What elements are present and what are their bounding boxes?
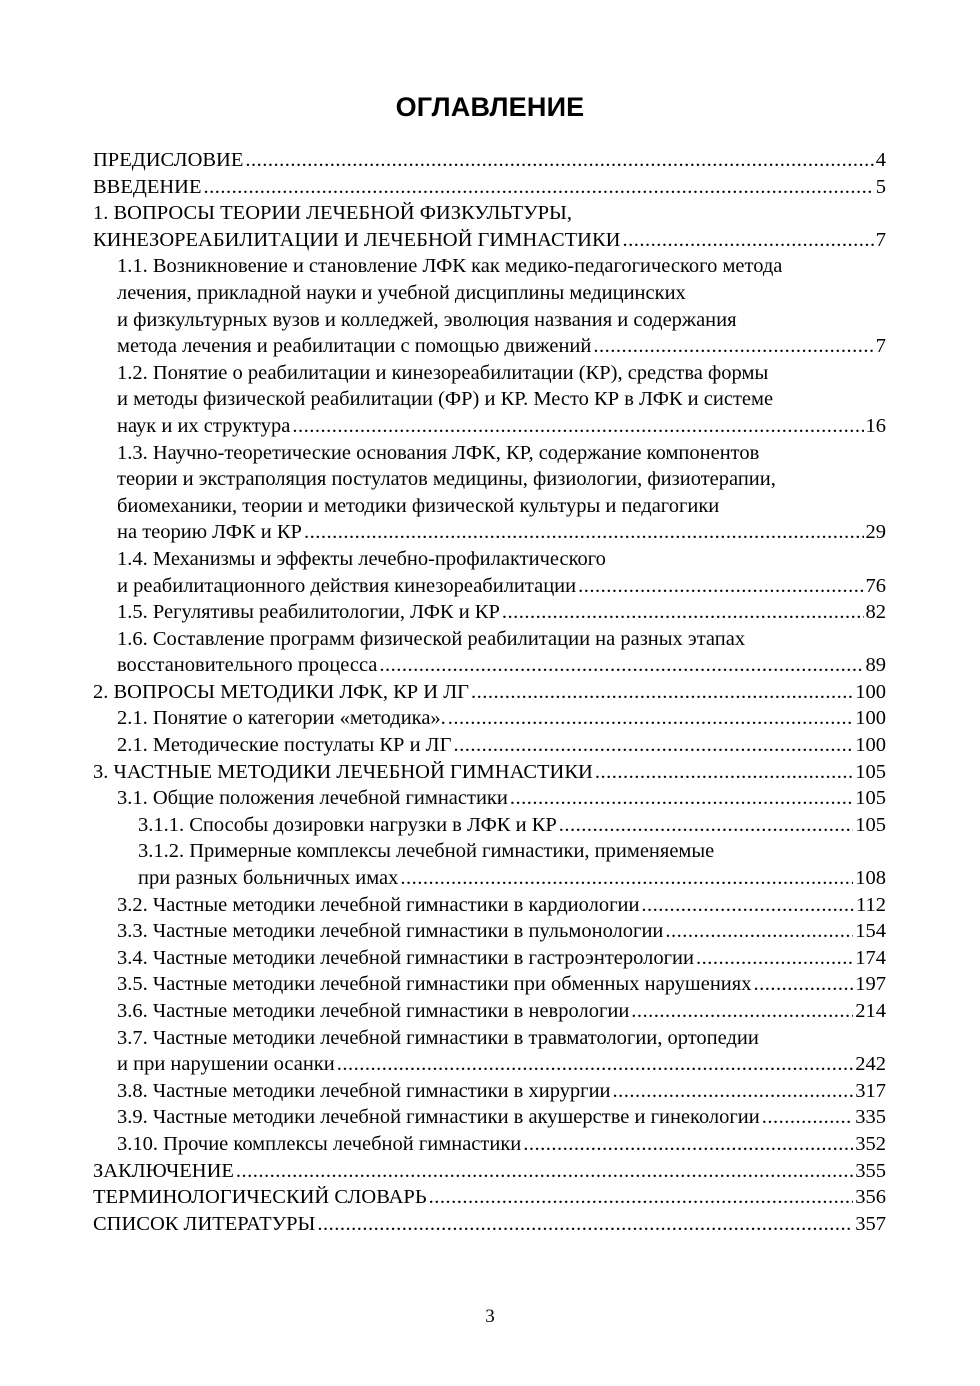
toc-entry-text: ТЕРМИНОЛОГИЧЕСКИЙ СЛОВАРЬ (93, 1186, 427, 1209)
toc-page-number: 4 (875, 149, 886, 171)
dot-leader (400, 865, 853, 892)
toc-entry-text: 2.1. Методические постулаты КР и ЛГ (117, 734, 452, 757)
toc-entry-text: 3.9. Частные методики лечебной гимнастики в акушерстве и гинекологии (117, 1106, 760, 1129)
toc-entry-text: при разных больничных имах (138, 867, 399, 890)
toc-entry[interactable] (93, 546, 886, 599)
dot-leader (292, 413, 863, 440)
toc-page-number: 356 (855, 1186, 886, 1209)
table-of-contents (93, 147, 886, 1237)
dot-leader (753, 971, 853, 998)
toc-entry-text: 1.2. Понятие о реабилитации и кинезореабилитации (КР), средства формы (117, 361, 769, 384)
toc-entry-text: 1.6. Составление программ физической реабилитации на разных этапах (117, 627, 746, 650)
toc-page-number: 357 (855, 1212, 886, 1235)
toc-entry[interactable] (93, 147, 886, 174)
toc-entry[interactable] (93, 599, 886, 626)
dot-leader (379, 652, 863, 679)
toc-entry[interactable] (93, 1131, 886, 1158)
toc-entry-text: и методы физической реабилитации (ФР) и КР. Место КР в ЛФК и системе (117, 388, 774, 411)
toc-entry-text: восстановительного процесса (117, 654, 378, 677)
toc-page-number: 29 (865, 521, 886, 544)
toc-entry-text: 3.4. Частные методики лечебной гимнастики в гастроэнтерологии (117, 946, 694, 969)
toc-entry[interactable] (93, 1104, 886, 1131)
dot-leader (559, 812, 853, 839)
toc-page-number: 7 (875, 335, 886, 358)
toc-entry-text: ВВЕДЕНИЕ (93, 175, 202, 198)
toc-entry-text: 1.3. Научно-теоретические основания ЛФК, КР, содержание компонентов (117, 441, 760, 464)
toc-entry-text: ПРЕДИСЛОВИЕ (93, 149, 244, 171)
toc-entry[interactable] (93, 732, 886, 759)
dot-leader (502, 599, 864, 626)
toc-entry-text: 1.1. Возникновение и становление ЛФК как медико-педагогического метода (117, 255, 783, 278)
toc-entry[interactable] (93, 174, 886, 201)
toc-page-number: 16 (865, 414, 886, 437)
dot-leader (429, 1184, 854, 1211)
toc-page-number: 355 (855, 1159, 886, 1182)
toc-entry[interactable] (93, 838, 886, 891)
dot-leader (762, 1104, 854, 1131)
toc-entry-text: 3.8. Частные методики лечебной гимнастики в хирургии (117, 1079, 611, 1102)
toc-entry[interactable] (93, 360, 886, 440)
dot-leader (641, 892, 854, 919)
toc-entry-text: 1.4. Механизмы и эффекты лечебно-профилактического (117, 547, 606, 570)
toc-entry[interactable] (93, 812, 886, 839)
dot-leader (578, 573, 863, 600)
toc-page-number: 105 (855, 760, 886, 783)
toc-page-number: 89 (865, 654, 886, 677)
toc-page-number: 335 (855, 1106, 886, 1129)
toc-entry-text: КИНЕЗОРЕАБИЛИТАЦИИ И ЛЕЧЕБНОЙ ГИМНАСТИКИ (93, 228, 621, 251)
toc-entry-text: 3.1.2. Примерные комплексы лечебной гимнастики, применяемые (138, 840, 715, 863)
toc-page-number: 100 (855, 734, 886, 757)
toc-entry[interactable] (93, 440, 886, 546)
toc-entry-text: биомеханики, теории и методики физической культуры и педагогики (117, 494, 720, 517)
dot-leader (613, 1078, 854, 1105)
toc-entry-text: лечения, прикладной науки и учебной дисциплины медицинских (117, 281, 686, 304)
toc-entry-text: СПИСОК ЛИТЕРАТУРЫ (93, 1212, 316, 1235)
toc-entry-text: и физкультурных вузов и колледжей, эволюция названия и содержания (117, 308, 737, 331)
dot-leader (622, 227, 873, 254)
dot-leader (245, 147, 873, 174)
toc-page-number: 100 (855, 707, 886, 730)
toc-page-number: 352 (855, 1132, 886, 1155)
toc-entry-text: 3.6. Частные методики лечебной гимнастики в неврологии (117, 1000, 630, 1022)
dot-leader (523, 1131, 853, 1158)
toc-entry[interactable] (93, 200, 886, 253)
dot-leader (448, 705, 853, 732)
toc-entry-text: 3.1.1. Способы дозировки нагрузки в ЛФК и КР (138, 813, 557, 836)
toc-page-number: 7 (875, 228, 886, 251)
toc-entry[interactable] (93, 1211, 886, 1238)
dot-leader (696, 945, 853, 972)
page-number: 3 (485, 1306, 495, 1327)
toc-entry-text: 2. ВОПРОСЫ МЕТОДИКИ ЛФК, КР И ЛГ (93, 680, 469, 703)
toc-entry[interactable] (93, 253, 886, 359)
toc-entry-text: метода лечения и реабилитации с помощью движений (117, 335, 592, 358)
toc-entry[interactable] (93, 1025, 886, 1078)
dot-leader (593, 333, 873, 360)
toc-entry-text: 1. ВОПРОСЫ ТЕОРИИ ЛЕЧЕБНОЙ ФИЗКУЛЬТУРЫ, (93, 202, 573, 225)
page-title: ОГЛАВЛЕНИЕ (395, 92, 585, 122)
toc-page-number: 112 (856, 893, 886, 916)
toc-page-number: 154 (855, 920, 886, 943)
toc-entry-text: 3.10. Прочие комплексы лечебной гимнастики (117, 1132, 522, 1155)
dot-leader (595, 759, 853, 786)
toc-entry[interactable] (93, 785, 886, 812)
toc-entry-text: 3.7. Частные методики лечебной гимнастики в травматологии, ортопедии (117, 1026, 759, 1049)
toc-entry[interactable] (93, 945, 886, 972)
toc-entry-text: 3.2. Частные методики лечебной гимнастики в кардиологии (117, 893, 640, 916)
toc-page-number: 214 (855, 1000, 886, 1022)
dot-leader (631, 998, 853, 1025)
toc-page-number: 317 (855, 1079, 886, 1102)
toc-entry-text: теории и экстраполяция постулатов медицины, физиологии, физиотерапии, (117, 468, 776, 491)
toc-entry[interactable] (93, 998, 886, 1025)
dot-leader (236, 1158, 853, 1185)
toc-page-number: 100 (855, 680, 886, 703)
toc-entry[interactable] (93, 626, 886, 679)
toc-entry-text: 1.5. Регулятивы реабилитологии, ЛФК и КР (117, 601, 500, 624)
toc-entry-text: 3.1. Общие положения лечебной гимнастики (117, 787, 508, 810)
toc-entry[interactable] (93, 679, 886, 706)
toc-page-number: 108 (855, 867, 886, 890)
toc-entry-text: ЗАКЛЮЧЕНИЕ (93, 1159, 234, 1182)
toc-entry[interactable] (93, 918, 886, 945)
toc-entry-text: на теорию ЛФК и КР (117, 521, 302, 544)
dot-leader (453, 732, 853, 759)
toc-entry[interactable] (93, 705, 886, 732)
toc-entry-text: наук и их структура (117, 414, 291, 437)
toc-entry-text: и при нарушении осанки (117, 1053, 335, 1076)
toc-page-number: 105 (855, 813, 886, 836)
toc-entry-text: и реабилитационного действия кинезореабилитации (117, 574, 577, 597)
toc-entry[interactable] (93, 892, 886, 919)
toc-page-number: 105 (855, 787, 886, 810)
dot-leader (337, 1051, 854, 1078)
toc-page-number: 242 (855, 1053, 886, 1076)
toc-page-number: 76 (865, 574, 886, 597)
dot-leader (317, 1211, 853, 1238)
dot-leader (304, 519, 864, 546)
dot-leader (471, 679, 853, 706)
toc-entry[interactable] (93, 1078, 886, 1105)
toc-page-number: 197 (855, 973, 886, 996)
toc-entry-text: 3.3. Частные методики лечебной гимнастики в пульмонологии (117, 920, 664, 943)
toc-page-number: 174 (855, 946, 886, 969)
toc-entry[interactable] (93, 1158, 886, 1185)
toc-entry[interactable] (93, 759, 886, 786)
toc-entry-text: 3. ЧАСТНЫЕ МЕТОДИКИ ЛЕЧЕБНОЙ ГИМНАСТИКИ (93, 760, 593, 783)
toc-entry[interactable] (93, 971, 886, 998)
dot-leader (510, 785, 853, 812)
toc-page-number: 82 (865, 601, 886, 624)
toc-page-number: 5 (875, 175, 886, 198)
dot-leader (665, 918, 853, 945)
toc-entry-text: 2.1. Понятие о категории «методика». (117, 707, 446, 730)
toc-entry[interactable] (93, 1184, 886, 1211)
toc-entry-text: 3.5. Частные методики лечебной гимнастики при обменных нарушениях (117, 973, 752, 996)
dot-leader (204, 174, 874, 201)
